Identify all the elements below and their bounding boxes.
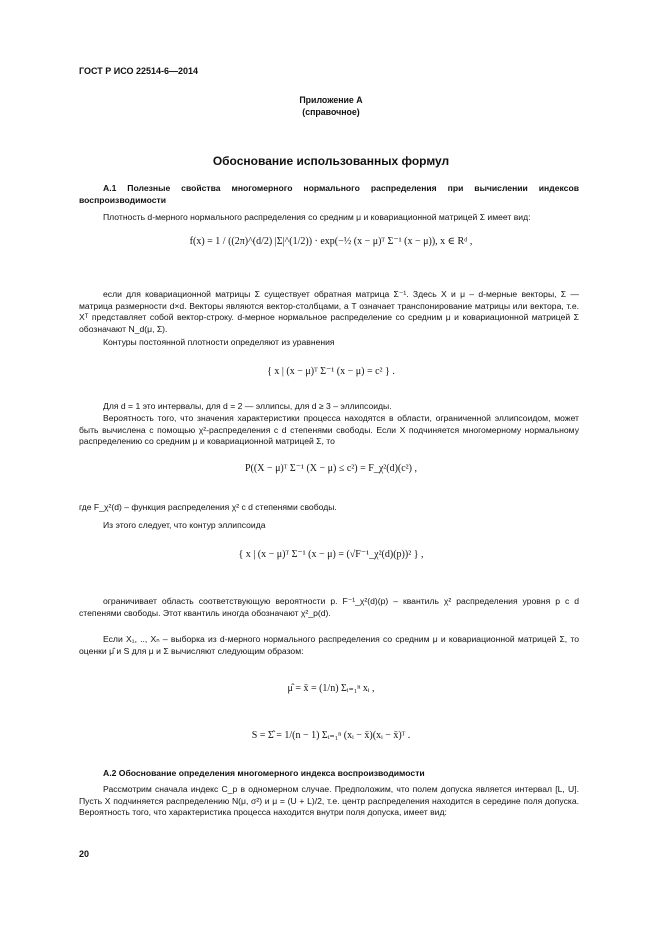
- formula-contour: { x | (x − μ)ᵀ Σ⁻¹ (x − μ) = c² } .: [267, 366, 395, 377]
- paragraph-probability: Вероятность того, что значения характеристики процесса находятся в области, ограниченной эллипсоидом, может быть вычислена с помощью χ²-распределения с d степенями свободы. Если X подчиняется многомерному нормальному распределению со средним μ и ковариационной матрицей Σ, то: [79, 413, 579, 447]
- paragraph-density: Плотность d-мерного нормального распределения со средним μ и ковариационной матрицей Σ имеет вид:: [103, 212, 531, 222]
- paragraph-dimensions: Для d = 1 это интервалы, для d = 2 — эллипсы, для d ≥ 3 – эллипсоиды.: [103, 401, 392, 411]
- section-a1-heading: А.1 Полезные свойства многомерного нормального распределения при вычислении индексов воспроизводимости: [79, 183, 579, 205]
- page-title: Обоснование использованных формул: [212, 154, 450, 168]
- paragraph-contours: Контуры постоянной плотности определяют из уравнения: [103, 337, 335, 347]
- paragraph-cp-index: Рассмотрим сначала индекс C_p в одномерном случае. Предположим, что полем допуска является интервал [L, U]. Пусть X подчиняется распределению N(μ, σ²) и μ = (U + L)/2, т.е. центр распределения находится в середине поля допуска. Вероятность того, что характеристика процесса находится внутри поля допуска, имеет вид:: [79, 784, 579, 818]
- formula-covariance-estimate: S = Σ̂ = 1/(n − 1) Σᵢ₌₁ⁿ (xᵢ − x̄)(xᵢ − x̄)ᵀ .: [251, 730, 411, 741]
- formula-density: f(x) = 1 / ((2π)^(d/2) |Σ|^(1/2)) · exp(−½ (x − μ)ᵀ Σ⁻¹ (x − μ)), x ∈ Rᵈ ,: [189, 236, 473, 247]
- paragraph-sample: Если X₁, .., Xₙ – выборка из d-мерного нормального распределения со средним μ и ковариационной матрицей Σ, то оценки μ̂ и S для μ и Σ вычисляют следующим образом:: [79, 634, 579, 656]
- paragraph-quantile: ограничивает область соответствующую вероятности p. F⁻¹_χ²(d)(p) – квантиль χ² распределения уровня p с d степенями свободы. Этот квантиль иногда обозначают χ²_p(d).: [79, 596, 579, 618]
- formula-probability: P((X − μ)ᵀ Σ⁻¹ (X − μ) ≤ c²) = F_χ²(d)(c²) ,: [244, 463, 418, 474]
- paragraph-chi-square: где F_χ²(d) – функция распределения χ² с d степенями свободы.: [79, 502, 337, 512]
- formula-mean-estimate: μ̂ = x̄ = (1/n) Σᵢ₌₁ⁿ xᵢ ,: [287, 683, 375, 694]
- annex-subtitle: (справочное): [302, 107, 360, 117]
- section-a2-heading: А.2 Обоснование определения многомерного индекса воспроизводимости: [103, 768, 425, 778]
- paragraph-inverse-matrix: если для ковариационной матрицы Σ существует обратная матрица Σ⁻¹. Здесь X и μ – d-мерные векторы, Σ — матрица размерности d×d. Векторы являются вектор-столбцами, а T означает транспонирование матрицы или вектора, т.е. Xᵀ представляет собой вектор-строку. d-мерное нормальное распределение со средним μ и ковариационной матрицей Σ обозначают N_d(μ, Σ).: [79, 289, 579, 334]
- paragraph-ellipsoid: Из этого следует, что контур эллипсоида: [103, 520, 266, 530]
- formula-ellipsoid: { x | (x − μ)ᵀ Σ⁻¹ (x − μ) = (√F⁻¹_χ²(d)(p))² } ,: [238, 549, 424, 560]
- document-header: ГОСТ Р ИСО 22514-6—2014: [79, 66, 199, 76]
- annex-title: Приложение А: [299, 95, 363, 105]
- page-number: 20: [79, 849, 90, 859]
